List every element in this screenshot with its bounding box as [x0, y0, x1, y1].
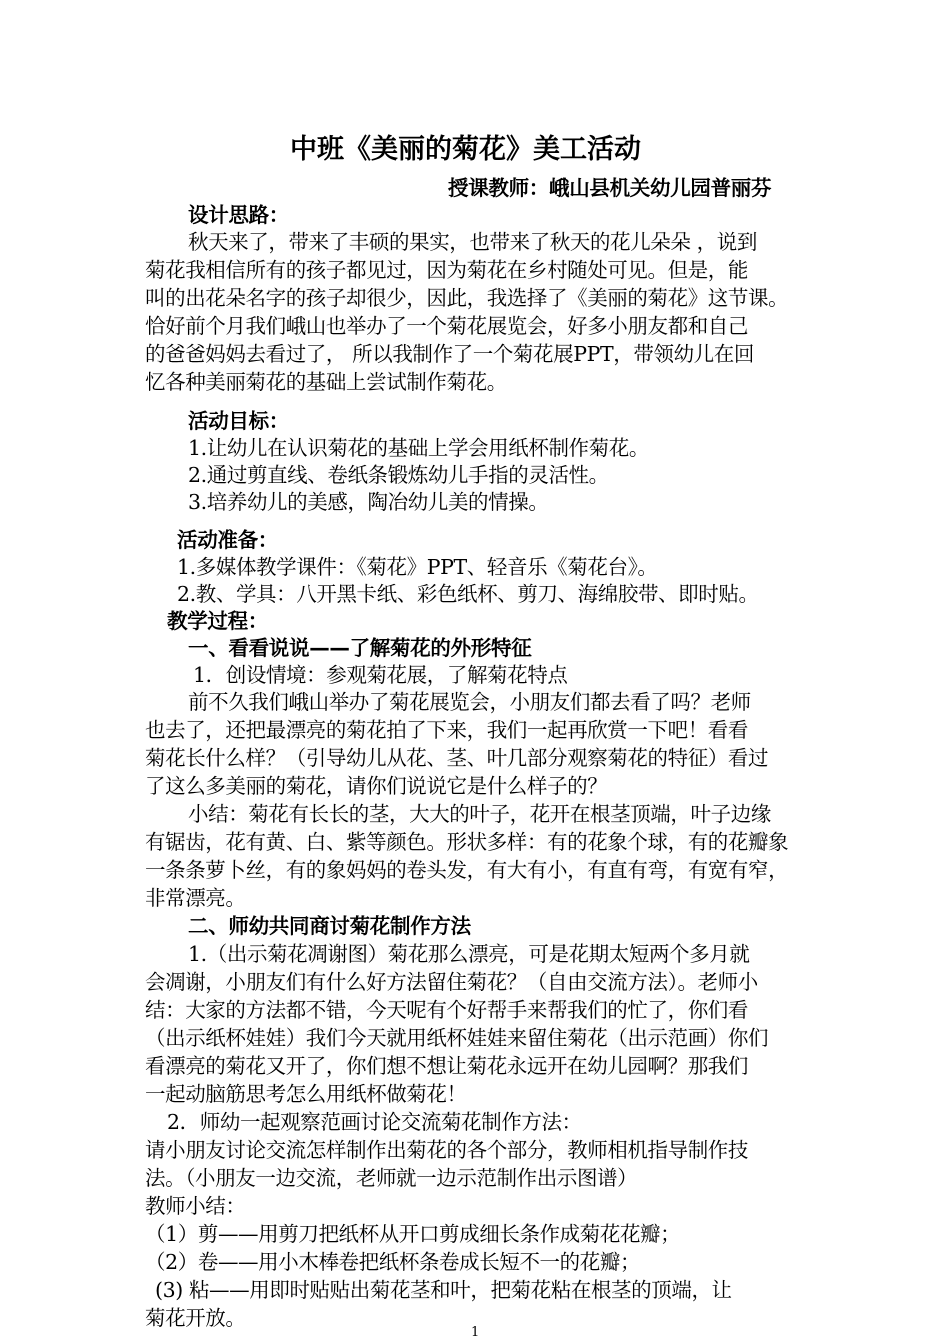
design-line: 叫的出花朵名字的孩子却很少，因此，我选择了《美丽的菊花》这节课。	[145, 286, 789, 310]
part1-summary-line: 小结：菊花有长长的茎，大大的叶子，花开在根茎顶端，叶子边缘	[188, 802, 771, 826]
design-line: 菊花我相信所有的孩子都见过，因为菊花在乡村随处可见。但是，能	[145, 258, 748, 282]
part2-line: 请小朋友讨论交流怎样制作出菊花的各个部分，教师相机指导制作技	[145, 1138, 748, 1162]
part2-line: （出示纸杯娃娃）我们今天就用纸杯娃娃来留住菊花（出示范画）你们	[145, 1026, 769, 1050]
part1-line: 前不久我们峨山举办了菊花展览会，小朋友们都去看了吗？老师	[188, 690, 751, 714]
part2-line: 一起动脑筋思考怎么用纸杯做菊花！	[145, 1082, 467, 1106]
part2-line: 结：大家的方法都不错，今天呢有个好帮手来帮我们的忙了，你们看	[145, 998, 748, 1022]
summary-step: （2）卷——用小木棒卷把纸杯条卷成长短不一的花瓣；	[145, 1250, 641, 1274]
part2-line: 看漂亮的菊花又开了，你们想不想让菊花永远开在幼儿园啊？那我们	[145, 1054, 748, 1078]
part2-heading: 二、师幼共同商讨菊花制作方法	[188, 914, 471, 938]
process-heading: 教学过程：	[167, 609, 268, 633]
prep-heading: 活动准备：	[177, 528, 278, 552]
design-line: 忆各种美丽菊花的基础上尝试制作菊花。	[145, 370, 507, 394]
part1-summary-line: 一条条萝卜丝，有的象妈妈的卷头发，有大有小，有直有弯，有宽有窄，	[145, 858, 789, 882]
goal-item: 2.通过剪直线、卷纸条锻炼幼儿手指的灵活性。	[188, 463, 609, 487]
goal-item: 1.让幼儿在认识菊花的基础上学会用纸杯制作菊花。	[188, 436, 649, 460]
part2-line: 1.（出示菊花凋谢图）菊花那么漂亮，可是花期太短两个多月就	[188, 942, 750, 966]
summary-label: 教师小结：	[145, 1194, 246, 1218]
part1-line: 也去了，还把最漂亮的菊花拍了下来，我们一起再欣赏一下吧！看看	[145, 718, 748, 742]
design-line: 秋天来了，带来了丰硕的果实，也带来了秋天的花儿朵朵 ，说到	[188, 230, 757, 254]
document-title: 中班《美丽的菊花》美工活动	[290, 134, 641, 165]
part1-line: 了这么多美丽的菊花，请你们说说它是什么样子的？	[145, 774, 608, 798]
part1-summary-line: 有锯齿，花有黄、白、紫等颜色。形状多样：有的花象个球，有的花瓣象	[145, 830, 789, 854]
design-line: 的爸爸妈妈去看过了， 所以我制作了一个菊花展PPT，带领幼儿在回	[145, 342, 754, 366]
part2-step: 2．师幼一起观察范画讨论交流菊花制作方法：	[167, 1110, 582, 1134]
design-heading: 设计思路：	[188, 203, 289, 227]
goals-heading: 活动目标：	[188, 409, 289, 433]
part1-heading: 一、看看说说——了解菊花的外形特征	[188, 636, 532, 660]
goal-item: 3.培养幼儿的美感，陶冶幼儿美的情操。	[188, 490, 549, 514]
prep-item: 2.教、学具：八开黑卡纸、彩色纸杯、剪刀、海绵胶带、即时贴。	[177, 582, 759, 606]
part2-line: 法。（小朋友一边交流，老师就一边示范制作出示图谱）	[145, 1166, 638, 1190]
summary-step: （1）剪——用剪刀把纸杯从开口剪成细长条作成菊花花瓣；	[145, 1222, 681, 1246]
prep-item: 1.多媒体教学课件：《菊花》PPT、轻音乐《菊花台》。	[177, 555, 658, 579]
summary-step: (3) 粘——用即时贴贴出菊花茎和叶，把菊花粘在根茎的顶端，让	[155, 1278, 732, 1302]
part1-step: 1．创设情境：参观菊花展，了解菊花特点	[193, 663, 568, 687]
summary-step: 菊花开放。	[145, 1306, 246, 1330]
part1-summary-line: 非常漂亮。	[145, 886, 246, 910]
part2-line: 会凋谢，小朋友们有什么好方法留住菊花？（自由交流方法）。老师小	[145, 970, 758, 994]
design-line: 恰好前个月我们峨山也举办了一个菊花展览会，好多小朋友都和自己	[145, 314, 748, 338]
page-number: 1	[471, 1325, 480, 1340]
part1-line: 菊花长什么样？（引导幼儿从花、茎、叶几部分观察菊花的特征）看过	[145, 746, 769, 770]
teacher-line: 授课教师：峨山县机关幼儿园普丽芬	[448, 176, 772, 200]
